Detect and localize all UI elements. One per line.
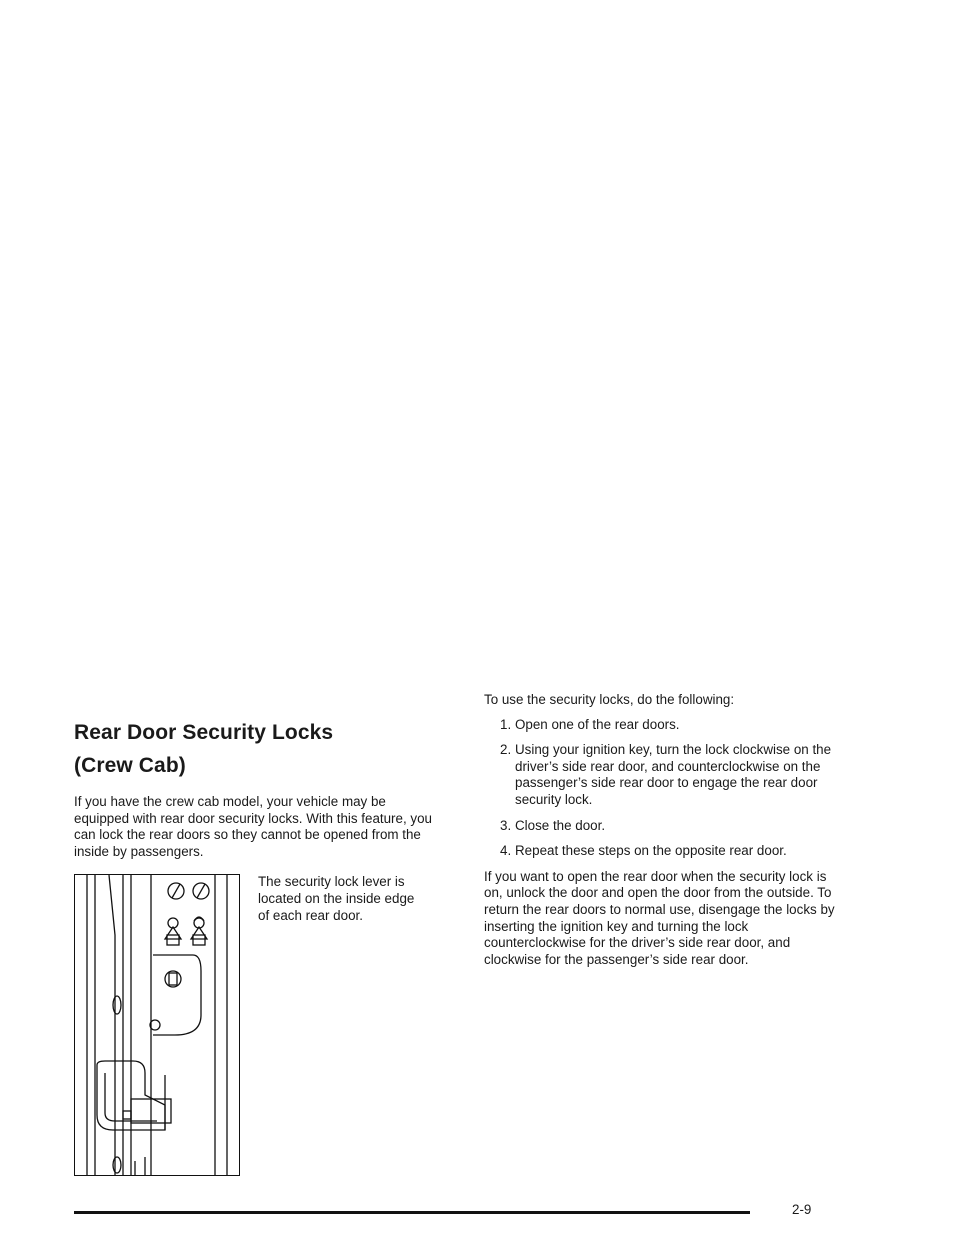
- screw-icon: [168, 883, 209, 899]
- step-number: 4.: [500, 843, 512, 859]
- step-number: 2.: [500, 742, 512, 758]
- figure-caption: The security lock lever is located on the inside edge of each rear door.: [258, 874, 415, 923]
- child-lock-icon: [165, 917, 207, 945]
- step-text: Using your ignition key, turn the lock clockwise on the driver’s side rear door, and counterclockwise on the passenger’s side rear door to engage the rear door security lock.: [515, 742, 832, 807]
- door-security-lock-illustration: [74, 874, 240, 1176]
- step-text: Close the door.: [515, 817, 606, 833]
- intro-paragraph: If you have the crew cab model, your vehicle may be equipped with rear door security locks. With this feature, you can lock the rear doors so they cannot be opened from the inside by passengers.: [74, 794, 432, 859]
- left-column: [74, 716, 434, 1214]
- step-number: 3.: [500, 817, 512, 833]
- section-title-line2: (Crew Cab): [74, 754, 186, 777]
- step-text: Repeat these steps on the opposite rear door.: [515, 843, 787, 859]
- list-item: [484, 717, 844, 734]
- section-title-line1: Rear Door Security Locks: [74, 721, 334, 744]
- list-item: [484, 843, 844, 860]
- page-number: 2-9: [792, 1202, 812, 1217]
- right-column: [484, 692, 844, 968]
- footer-rule: [74, 1211, 750, 1214]
- outro-paragraph: If you want to open the rear door when the security lock is on, unlock the door and open the door from the outside. To return the rear doors to normal use, disengage the locks by inserting the ignition key and turning the lock counterclockwise for the driver’s side rear door, and clockwise for the passenger’s side rear door.: [484, 868, 835, 967]
- instructions-lead: To use the security locks, do the following:: [484, 692, 735, 707]
- step-text: Open one of the rear doors.: [515, 716, 680, 732]
- steps-list: [484, 717, 844, 860]
- step-number: 1.: [500, 716, 512, 732]
- section-title: [74, 716, 434, 782]
- figure-row: [74, 874, 434, 1214]
- list-item: [484, 742, 844, 808]
- list-item: [484, 818, 844, 835]
